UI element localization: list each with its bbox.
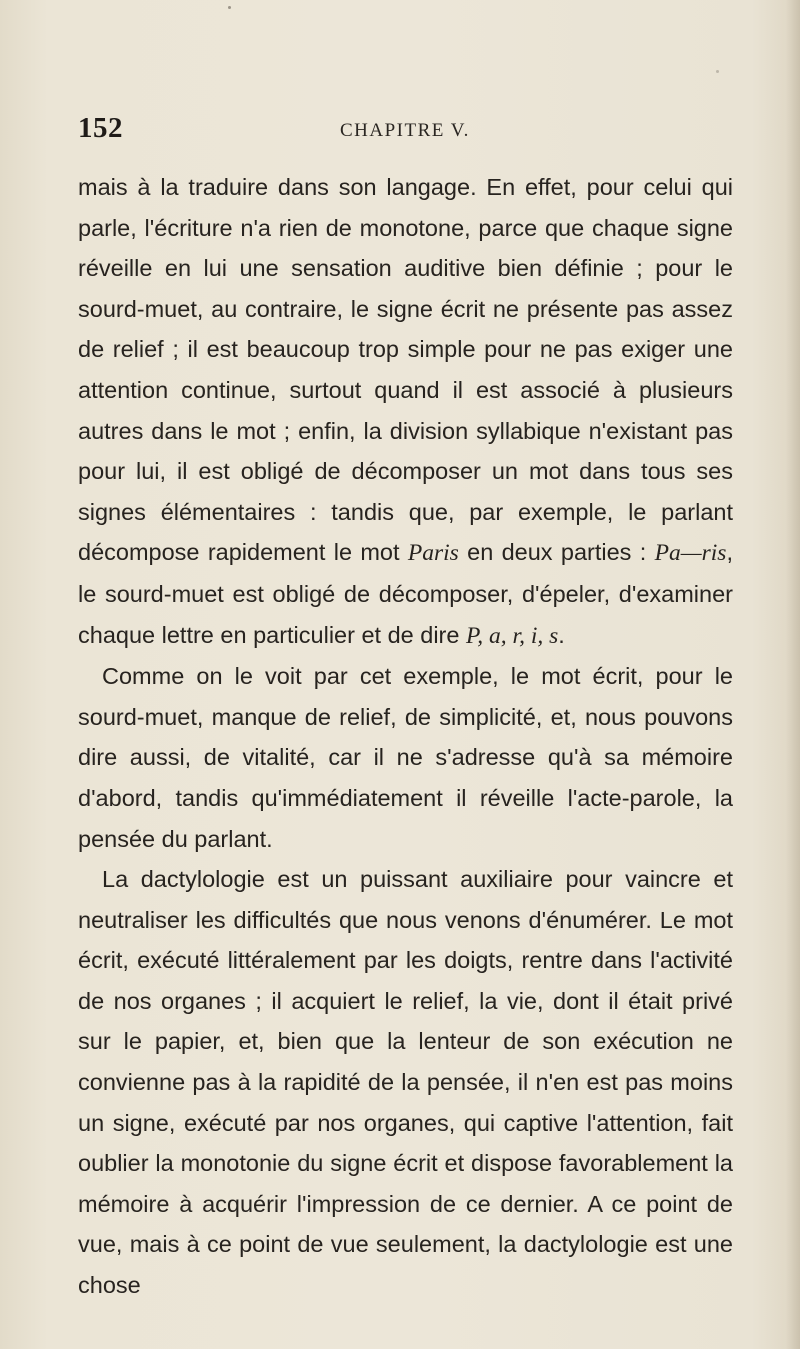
italic-word-paris: Paris [407,540,459,567]
paragraph-1-text-b: en deux parties : [458,539,655,566]
body-text [78,167,733,1306]
italic-syllables: Pa—ris [654,540,727,567]
paper-speck [716,70,719,73]
running-head: CHAPITRE V. [340,120,470,141]
paragraph-1 [78,167,733,656]
paragraph-3: La dactylologie est un puissant auxiliaire pour vaincre et neutraliser les difficultés que nous venons d'énumérer. Le mot écrit, exécuté littéralement par les doigts, rentre dans l'activité de nos organes ; il acquiert le relief, la vie, dont il était privé sur le papier, et, bien que la lenteur de son exécution ne convienne pas à la rapidité de la pensée, il n'en est pas moins un signe, exécuté par nos organes, qui captive l'attention, fait oublier la monotonie du signe écrit et dispose favorablement la mémoire à acquérir l'impression de ce dernier. A ce point de vue, mais à ce point de vue seulement, la dactylologie est une chose [78,866,733,1299]
paragraph-2: Comme on le voit par cet exemple, le mot écrit, pour le sourd-muet, manque de relief, de simplicité, et, nous pouvons dire aussi, de vitalité, car il ne s'adresse qu'à sa mémoire d'abord, tandis qu'immédiatement il réveille l'acte-parole, la pensée du parlant. [78,663,733,852]
page-gutter-shadow [786,0,800,1349]
paragraph-1-text-a: mais à la traduire dans son langage. En effet, pour celui qui parle, l'écriture n'a rien de monotone, parce que chaque signe réveille en lui une sensation auditive bien définie ; pour le sourd-muet, au contraire, le signe écrit ne présente pas assez de relief ; il est beaucoup trop simple pour ne pas exiger une attention continue, surtout quand il est associé à plusieurs autres dans le mot ; enfin, la division syllabique n'existant pas pour lui, il est obligé de décomposer un mot dans tous ses signes élémentaires : tandis que, par exemple, le parlant décompose rapidement le mot [78,174,733,566]
page-header [78,112,738,152]
page-number: 152 [78,112,123,144]
italic-letters: P, a, r, i, s [465,622,559,649]
paragraph-1-text-c: , le sourd-muet est obligé de décomposer, d'épeler, d'examiner chaque lettre en particulier et de dire [78,539,733,648]
paper-speck [228,6,231,9]
paragraph-1-text-d: . [558,621,565,648]
